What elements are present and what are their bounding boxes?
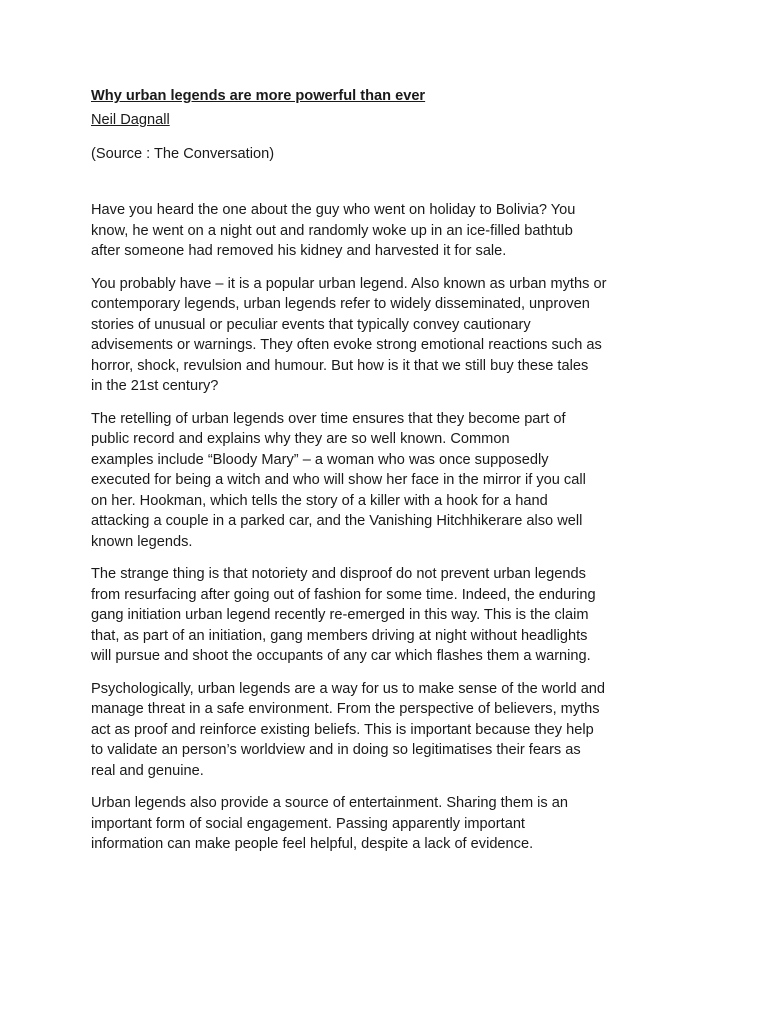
text-line: that, as part of an initiation, gang members driving at night without headlights xyxy=(91,627,588,644)
text-line: will pursue and shoot the occupants of any car which flashes them a warning. xyxy=(91,648,591,664)
text-line: act as proof and reinforce existing beliefs. This is important because they help xyxy=(91,721,594,738)
text-line: to validate an person’s worldview and in doing so legitimatises their fears as xyxy=(91,742,581,758)
text-line: in the 21st century? xyxy=(91,378,219,394)
paragraph-2 xyxy=(91,274,691,397)
text-line: stories of unusual or peculiar events that typically convey cautionary xyxy=(91,316,531,333)
text-line: after someone had removed his kidney and harvested it for sale. xyxy=(91,243,507,259)
text-line: Have you heard the one about the guy who went on holiday to Bolivia? You xyxy=(91,202,576,218)
text-line: examples include “Bloody Mary” – a woman who was once supposedly xyxy=(91,451,549,468)
article-author: Neil Dagnall xyxy=(91,112,170,128)
text-line: The retelling of urban legends over time ensures that they become part of xyxy=(91,410,566,427)
text-line: gang initiation urban legend recently re-emerged in this way. This is the claim xyxy=(91,607,589,623)
text-line: contemporary legends, urban legends refer to widely disseminated, unproven xyxy=(91,296,590,312)
text-line: know, he went on a night out and randomly woke up in an ice-filled bathtub xyxy=(91,222,573,239)
text-line: real and genuine. xyxy=(91,762,204,779)
paragraph-4 xyxy=(91,564,691,667)
text-line: from resurfacing after going out of fashion for some time. Indeed, the enduring xyxy=(91,586,596,603)
text-line: Urban legends also provide a source of entertainment. Sharing them is an xyxy=(91,795,569,811)
text-line: executed for being a witch and who will show her face in the mirror if you call xyxy=(91,472,586,488)
paragraph-3 xyxy=(91,409,691,553)
text-line: The strange thing is that notoriety and disproof do not prevent urban legends xyxy=(91,566,586,582)
paragraph-5 xyxy=(91,679,691,782)
document-page xyxy=(91,86,691,867)
article-title: Why urban legends are more powerful than ever xyxy=(91,88,426,104)
text-line: advisements or warnings. They often evoke strong emotional reactions such as xyxy=(91,337,602,353)
text-line: public record and explains why they are so well known. Common xyxy=(91,431,510,447)
text-line: You probably have – it is a popular urban legend. Also known as urban myths or xyxy=(91,275,607,292)
text-line: known legends. xyxy=(91,533,193,550)
text-line: on her. Hookman, which tells the story of a killer with a hook for a hand xyxy=(91,492,548,509)
text-line: horror, shock, revulsion and humour. But how is it that we still buy these tales xyxy=(91,357,589,374)
article-source: (Source : The Conversation) xyxy=(91,146,275,162)
paragraph-6 xyxy=(91,793,691,855)
text-line: important form of social engagement. Passing apparently important xyxy=(91,815,525,832)
text-line: Psychologically, urban legends are a way for us to make sense of the world and xyxy=(91,680,606,697)
paragraph-1 xyxy=(91,200,691,262)
text-line: manage threat in a safe environment. From the perspective of believers, myths xyxy=(91,701,600,717)
text-line: information can make people feel helpful, despite a lack of evidence. xyxy=(91,836,534,852)
text-line: attacking a couple in a parked car, and the Vanishing Hitchhikerare also well xyxy=(91,513,583,529)
